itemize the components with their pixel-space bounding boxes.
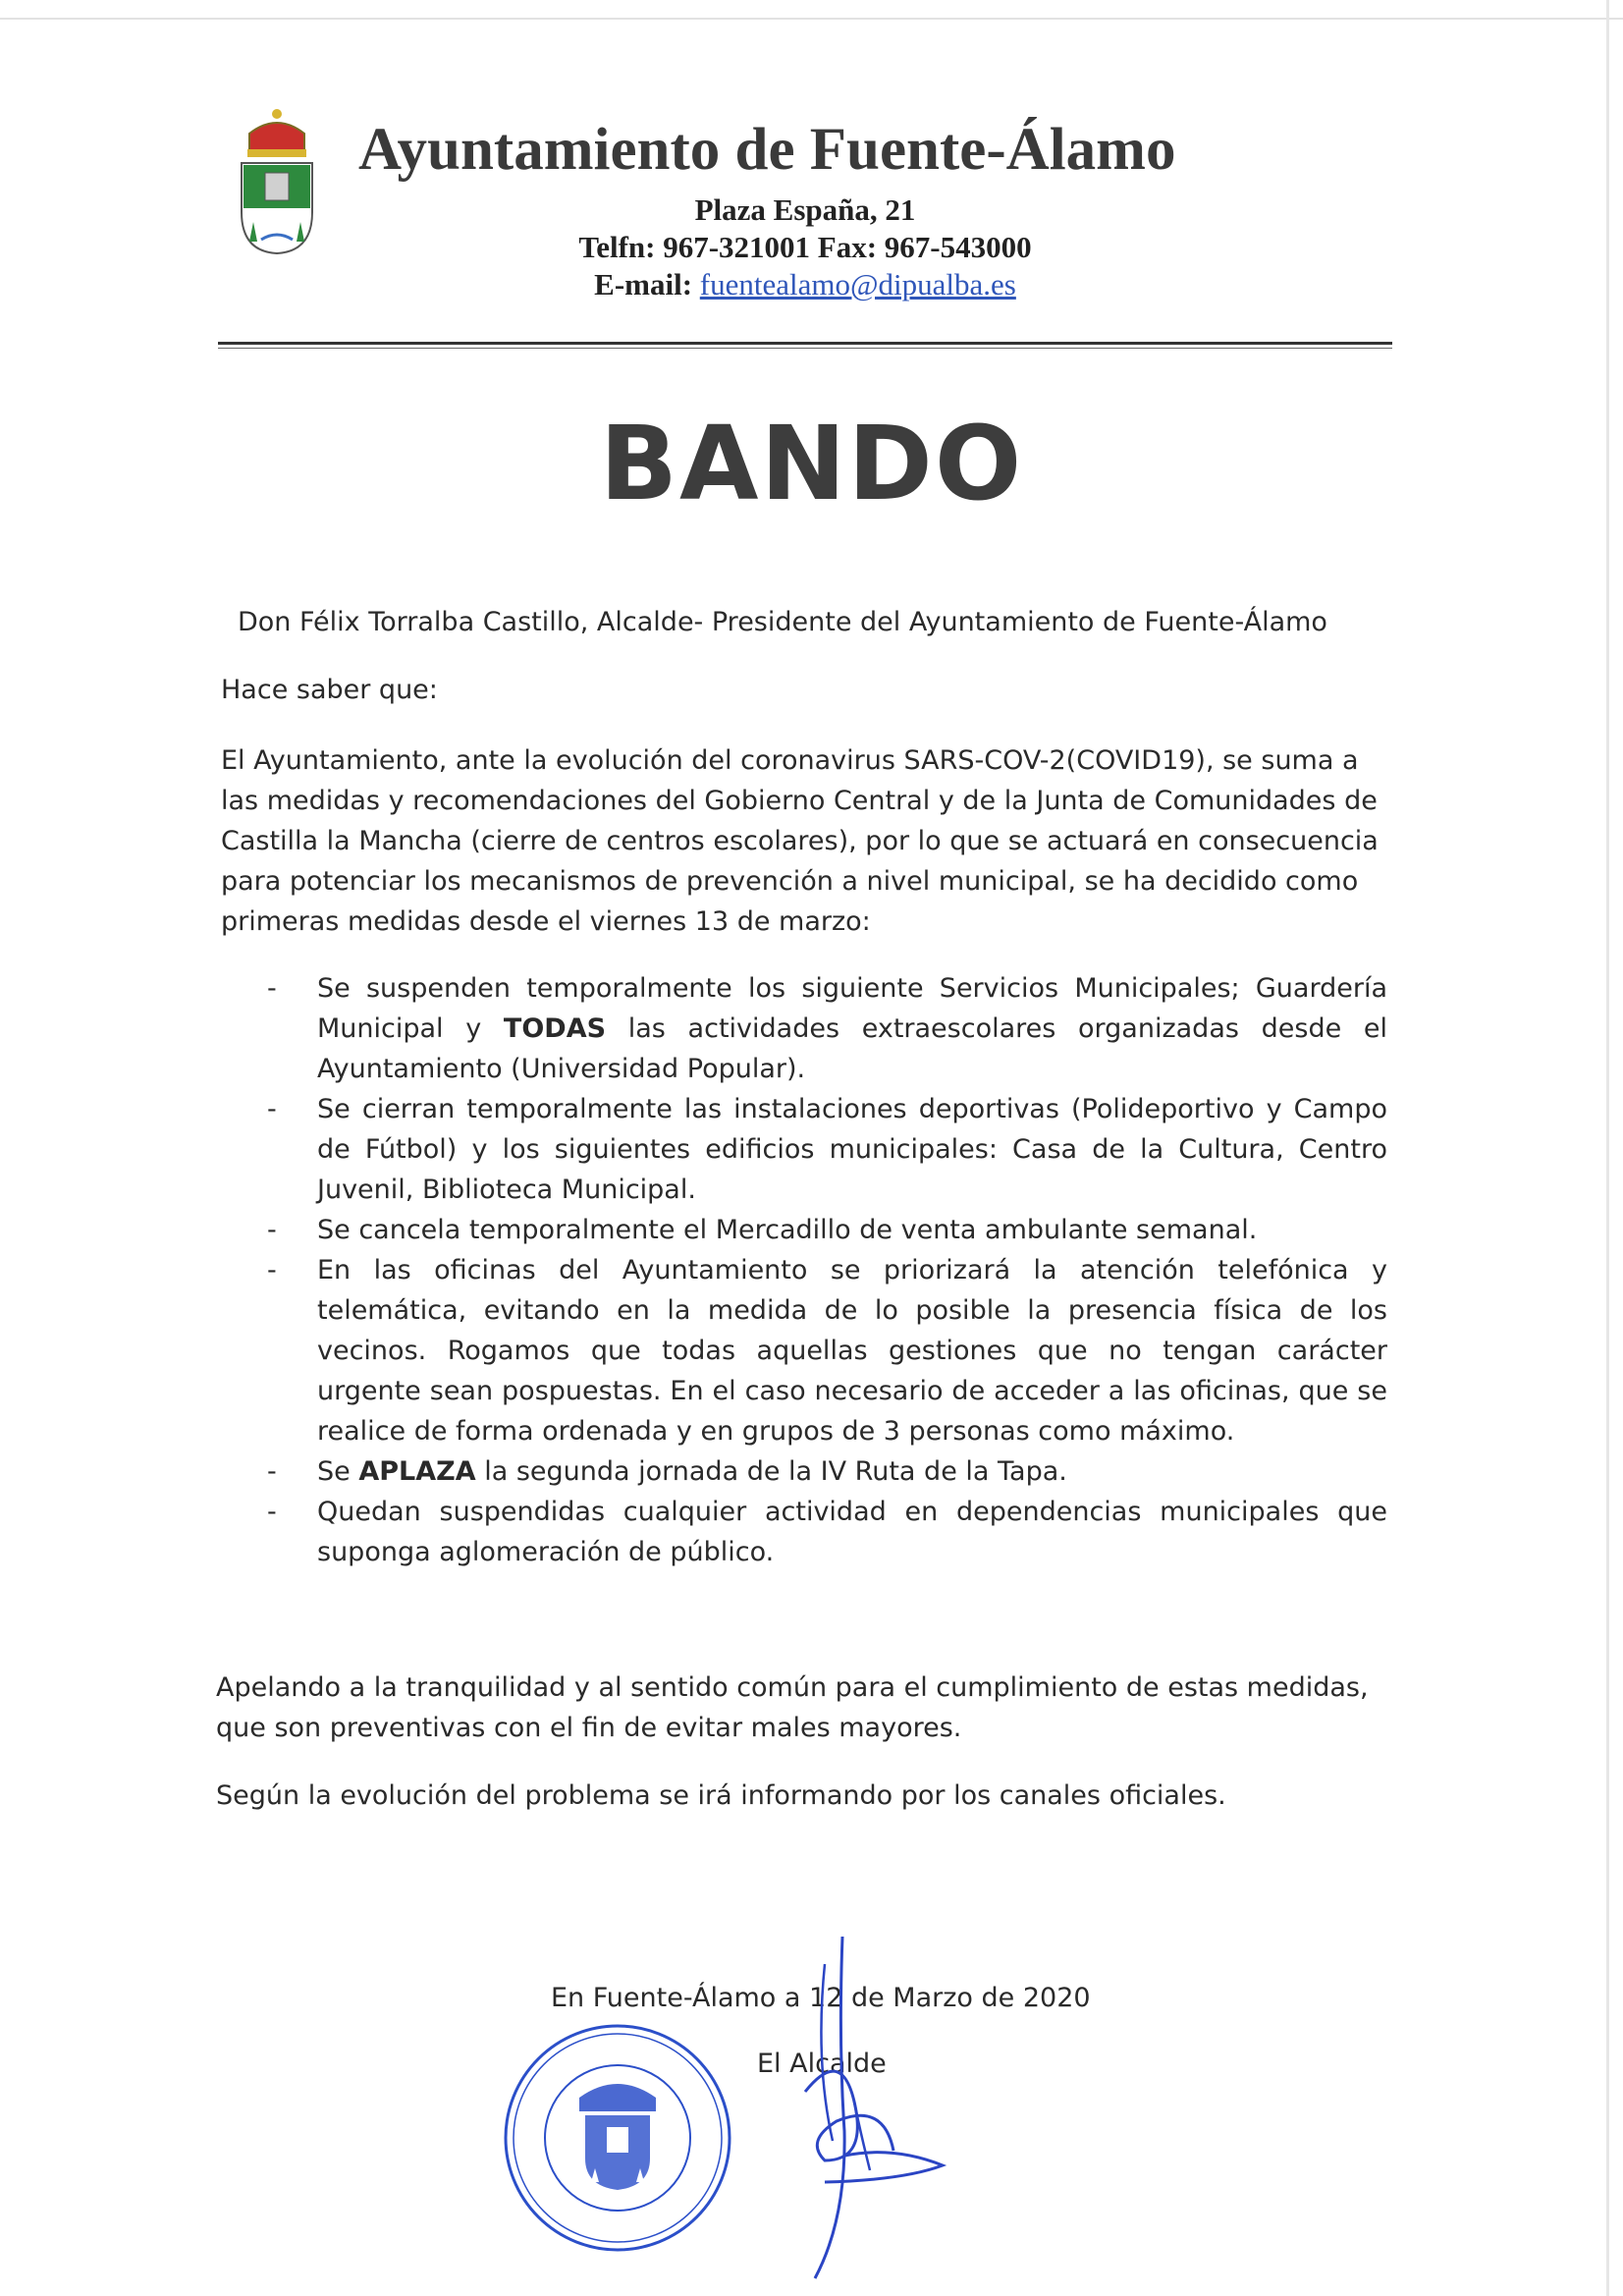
measure-2-line: Juvenil, Biblioteca Municipal.: [317, 1175, 696, 1205]
closing-line: que son preventivas con el fin de evitar males mayores.: [216, 1713, 962, 1743]
measure-4-line: urgente sean pospuestas. En el caso necesario de acceder a las oficinas, que se: [317, 1376, 1387, 1406]
measure-1-line: Se suspenden temporalmente los siguiente Servicios Municipales; Guardería: [317, 973, 1387, 1004]
closing-line: Apelando a la tranquilidad y al sentido común para el cumplimiento de estas medidas,: [216, 1672, 1369, 1703]
date-line: En Fuente-Álamo a 12 de Marzo de 2020: [551, 1983, 1091, 2013]
emphasis-aplaza: APLAZA: [358, 1456, 476, 1487]
paragraph-line: Castilla la Mancha (cierre de centros escolares), por lo que se actuará en consecuencia: [221, 826, 1379, 856]
bullet-dash: -: [267, 1215, 277, 1245]
measure-4-line: realice de forma ordenada y en grupos de 3 personas como máximo.: [317, 1416, 1235, 1447]
paragraph-line: primeras medidas desde el viernes 13 de marzo:: [221, 906, 871, 937]
paragraph-line: para potenciar los mecanismos de prevención a nivel municipal, se ha decidido como: [221, 866, 1359, 897]
header-rule-thin: [218, 348, 1392, 349]
measure-6-line: Quedan suspendidas cualquier actividad en dependencias municipales que: [317, 1497, 1387, 1527]
measure-3-line: Se cancela temporalmente el Mercadillo de venta ambulante semanal.: [317, 1215, 1258, 1245]
intro-line: Don Félix Torralba Castillo, Alcalde- Presidente del Ayuntamiento de Fuente-Álamo: [238, 607, 1327, 637]
email-line: [550, 269, 1060, 300]
paragraph-line: las medidas y recomendaciones del Gobierno Central y de la Junta de Comunidades de: [221, 786, 1378, 816]
scan-edge-top: [0, 18, 1623, 20]
measure-1-line: [317, 1015, 1387, 1042]
bullet-dash: -: [267, 1255, 277, 1285]
email-link[interactable]: fuentealamo@dipualba.es: [699, 267, 1016, 301]
measure-1-line: Ayuntamiento (Universidad Popular).: [317, 1054, 806, 1084]
phone-fax: Telfn: 967-321001 Fax: 967-543000: [578, 230, 1032, 264]
paragraph-line: El Ayuntamiento, ante la evolución del coronavirus SARS-COV-2(COVID19), se suma a: [221, 745, 1359, 776]
measure-6-line: suponga aglomeración de público.: [317, 1537, 775, 1567]
bullet-dash: -: [267, 1094, 277, 1124]
municipal-seal-icon: [501, 2021, 734, 2255]
text-run: las actividades extraescolares organizadas desde el: [606, 1013, 1387, 1044]
measure-4-line: En las oficinas del Ayuntamiento se priorizará la atención telefónica y: [317, 1255, 1387, 1285]
intro-hace-saber: Hace saber que:: [221, 675, 438, 705]
bullet-dash: -: [267, 1497, 277, 1527]
email-label: E-mail:: [594, 267, 693, 301]
measure-2-line: Se cierran temporalmente las instalaciones deportivas (Polideportivo y Campo: [317, 1094, 1387, 1124]
text-run: la segunda jornada de la IV Ruta de la Tapa.: [475, 1456, 1067, 1487]
scan-edge-right: [1606, 0, 1609, 2296]
org-title: Ayuntamiento de Fuente-Álamo: [358, 117, 1176, 183]
final-note: Según la evolución del problema se irá informando por los canales oficiales.: [216, 1780, 1226, 1811]
text-run: Se: [317, 1456, 359, 1487]
emphasis-todas: TODAS: [503, 1013, 607, 1044]
header-rule: [218, 342, 1392, 345]
text-run: Municipal y: [317, 1013, 504, 1044]
coat-of-arms-icon: [232, 104, 322, 257]
measure-2-line: de Fútbol) y los siguientes edificios municipales: Casa de la Cultura, Centro: [317, 1134, 1387, 1165]
measure-5-line: [317, 1458, 1067, 1485]
measure-4-line: telemática, evitando en la medida de lo posible la presencia física de los: [317, 1295, 1387, 1326]
document-heading: BANDO: [599, 404, 1024, 523]
address: Plaza España, 21: [694, 192, 916, 227]
bullet-dash: -: [267, 1456, 277, 1487]
measure-4-line: vecinos. Rogamos que todas aquellas gestiones que no tengan carácter: [317, 1336, 1387, 1366]
bullet-dash: -: [267, 973, 277, 1004]
signer-title: El Alcalde: [757, 2049, 887, 2079]
handwritten-signature-icon: [785, 1925, 962, 2288]
